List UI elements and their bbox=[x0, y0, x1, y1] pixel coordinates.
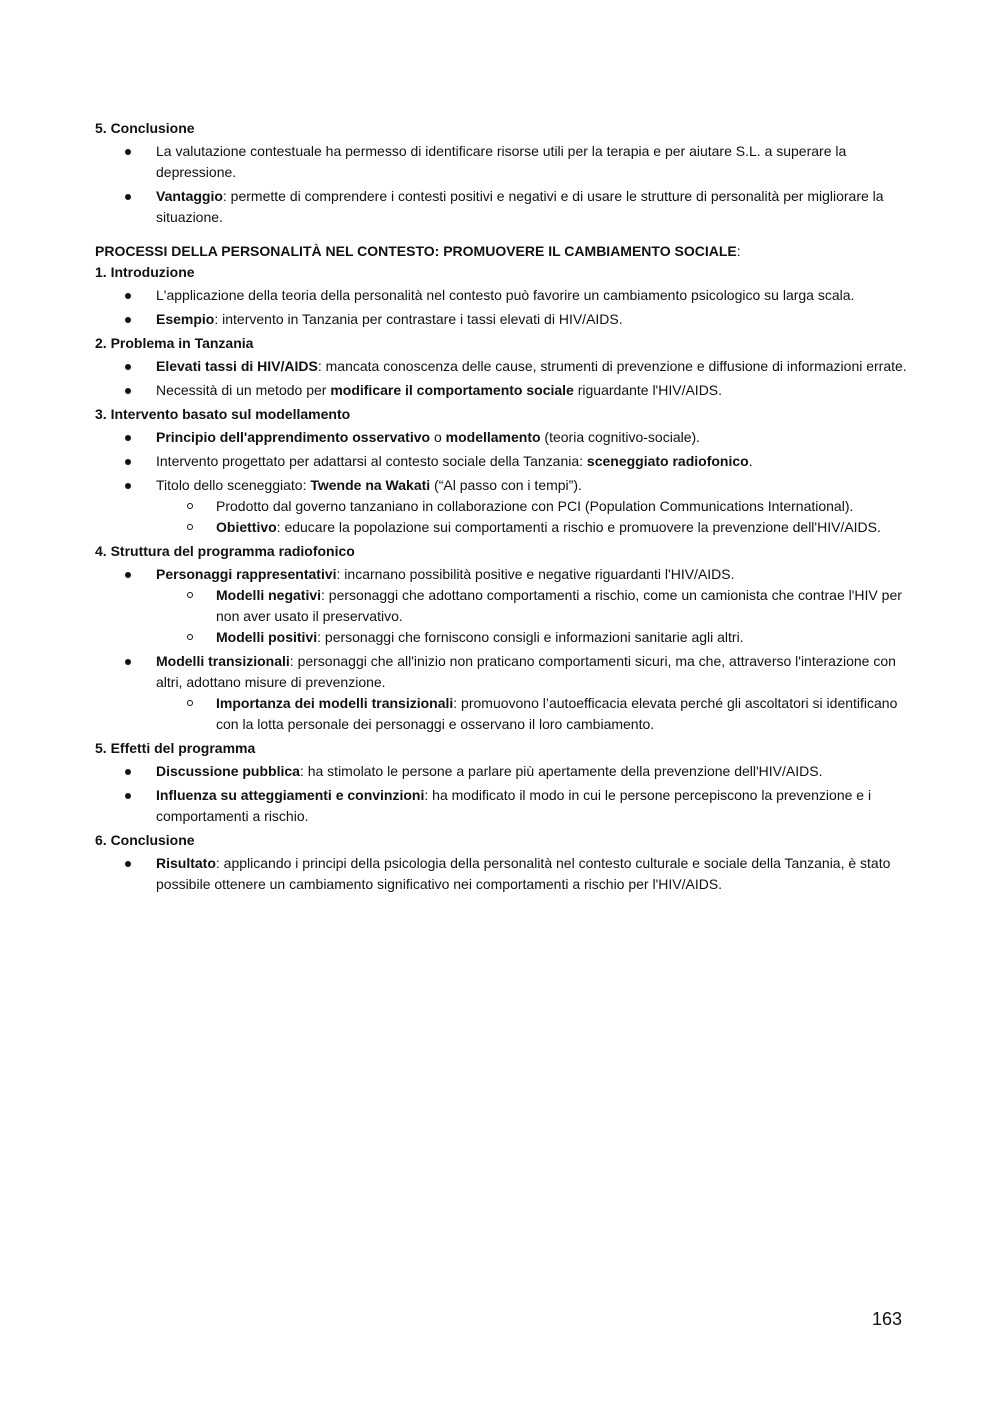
list-item: Necessità di un metodo per modificare il comportamento sociale riguardante l'HIV/AIDS. bbox=[95, 380, 910, 401]
main-title: PROCESSI DELLA PERSONALITÀ NEL CONTESTO: PROMUOVERE IL CAMBIAMENTO SOCIALE: bbox=[95, 243, 741, 259]
bullet-list bbox=[95, 141, 910, 228]
list-item: Discussione pubblica: ha stimolato le persone a parlare più apertamente della prevenzione dell'HIV/AIDS. bbox=[95, 761, 910, 782]
bullet-icon bbox=[125, 317, 131, 323]
section-heading: 6. Conclusione bbox=[95, 832, 195, 848]
sub-list-item: Modelli negativi: personaggi che adottano comportamenti a rischio, come un camionista che contrae l'HIV per non aver usato il preservativo. bbox=[156, 585, 910, 627]
list-item: Risultato: applicando i principi della psicologia della personalità nel contesto culturale e sociale della Tanzania, è stato possibile ottenere un cambiamento significativo nei comportamenti a rischio per l'HIV/AIDS. bbox=[95, 853, 910, 895]
list-item: Intervento progettato per adattarsi al contesto sociale della Tanzania: sceneggiato radiofonico. bbox=[95, 451, 910, 472]
bullet-list bbox=[95, 285, 910, 330]
list-item: Personaggi rappresentativi: incarnano possibilità positive e negative riguardanti l'HIV/AIDS. Modelli negativi: personaggi che adottano comportamenti a rischio, come un camionista che contrae l'HIV per non aver usato il preservativo. Modelli positivi: personaggi che forniscono consigli e informazioni sanitarie agli altri. bbox=[95, 564, 910, 648]
list-item: Vantaggio: permette di comprendere i contesti positivi e negativi e di usare le strutture di personalità per migliorare la situazione. bbox=[95, 186, 910, 228]
list-item: L'applicazione della teoria della personalità nel contesto può favorire un cambiamento psicologico su larga scala. bbox=[95, 285, 910, 306]
bullet-icon bbox=[125, 435, 131, 441]
sub-list-item: Modelli positivi: personaggi che forniscono consigli e informazioni sanitarie agli altri. bbox=[156, 627, 910, 648]
list-item: Principio dell'apprendimento osservativo o modellamento (teoria cognitivo-sociale). bbox=[95, 427, 910, 448]
section-heading: 5. Conclusione bbox=[95, 120, 195, 136]
list-item: Modelli transizionali: personaggi che all'inizio non praticano comportamenti sicuri, ma che, attraverso l'interazione con altri, adottano misure di prevenzione. Importanza dei modelli transizionali: promuovono l’autoefficacia elevata perché gli ascoltatori si identificano con la lotta personale dei personaggi e osservano il loro cambiamento. bbox=[95, 651, 910, 735]
bullet-icon bbox=[125, 572, 131, 578]
section-heading: 2. Problema in Tanzania bbox=[95, 335, 254, 351]
bullet-list bbox=[95, 564, 910, 735]
sub-list bbox=[96, 585, 910, 648]
bullet-icon bbox=[125, 483, 131, 489]
bullet-icon bbox=[125, 793, 131, 799]
sub-list-item: Obiettivo: educare la popolazione sui comportamenti a rischio e promuovere la prevenzione dell'HIV/AIDS. bbox=[156, 517, 910, 538]
bullet-icon bbox=[125, 769, 131, 775]
section-heading: 4. Struttura del programma radiofonico bbox=[95, 543, 355, 559]
bullet-icon bbox=[125, 861, 131, 867]
sub-list-item: Prodotto dal governo tanzaniano in collaborazione con PCI (Population Communications International). bbox=[156, 496, 910, 517]
sub-list-item: Importanza dei modelli transizionali: promuovono l’autoefficacia elevata perché gli ascoltatori si identificano con la lotta personale dei personaggi e osservano il loro cambiamento. bbox=[156, 693, 910, 735]
bullet-list bbox=[95, 427, 910, 538]
list-item: Titolo dello sceneggiato: Twende na Wakati (“Al passo con i tempi”). Prodotto dal governo tanzaniano in collaborazione con PCI (Population Communications International). Obiettivo: educare la popolazione sui comportamenti a rischio e promuovere la prevenzione dell'HIV/AIDS. bbox=[95, 475, 910, 538]
section-heading: 1. Introduzione bbox=[95, 264, 195, 280]
sub-list bbox=[96, 496, 910, 538]
section-heading: 3. Intervento basato sul modellamento bbox=[95, 406, 351, 422]
bullet-icon bbox=[125, 364, 131, 370]
bullet-icon bbox=[125, 149, 131, 155]
list-item: Esempio: intervento in Tanzania per contrastare i tassi elevati di HIV/AIDS. bbox=[95, 309, 910, 330]
list-item: La valutazione contestuale ha permesso di identificare risorse utili per la terapia e per aiutare S.L. a superare la depressione. bbox=[95, 141, 910, 183]
sub-list bbox=[96, 693, 910, 735]
bullet-list bbox=[95, 853, 910, 895]
circle-bullet-icon bbox=[187, 592, 193, 598]
bullet-list bbox=[95, 356, 910, 401]
bullet-icon bbox=[125, 194, 131, 200]
bullet-icon bbox=[125, 659, 131, 665]
bullet-icon bbox=[125, 459, 131, 465]
page-number: 163 bbox=[872, 1309, 903, 1329]
bullet-list bbox=[95, 761, 910, 827]
circle-bullet-icon bbox=[187, 503, 193, 509]
list-item: Influenza su atteggiamenti e convinzioni: ha modificato il modo in cui le persone percepiscono la prevenzione e i comportamenti a rischio. bbox=[95, 785, 910, 827]
circle-bullet-icon bbox=[187, 700, 193, 706]
section-heading: 5. Effetti del programma bbox=[95, 740, 256, 756]
bullet-icon bbox=[125, 388, 131, 394]
circle-bullet-icon bbox=[187, 634, 193, 640]
document-body bbox=[95, 118, 910, 898]
list-item: Elevati tassi di HIV/AIDS: mancata conoscenza delle cause, strumenti di prevenzione e diffusione di informazioni errate. bbox=[95, 356, 910, 377]
bullet-icon bbox=[125, 293, 131, 299]
circle-bullet-icon bbox=[187, 524, 193, 530]
